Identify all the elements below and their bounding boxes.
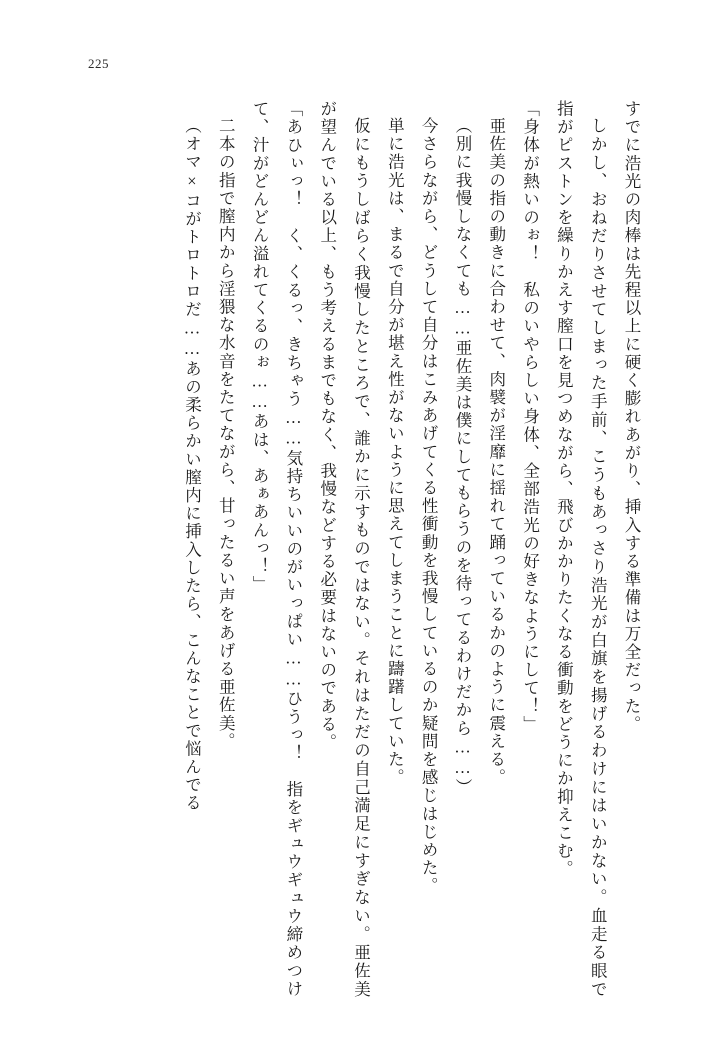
paragraph: （オマ×コがトロトロだ……あの柔らかい膣内に挿入したら、こんなことで悩んでる <box>182 116 202 812</box>
paragraph: 「あひぃっ！ く、くるっ、きちゃう……気持ちいいのがいっぱい……ひうっ！ 指をギュウギュウ締めつけて、汁がどんどん溢れてくるのぉ……あは、あぁあんっ！」 <box>250 100 303 998</box>
paragraph: 今さらながら、どうして自分はこみあげてくる性衝動を我慢しているのか疑問を感じはじめた。 <box>419 116 439 895</box>
paragraph: （別に我慢しなくても……亜佐美は僕にしてもらうのを待ってるわけだから……） <box>452 116 472 797</box>
paragraph: しかし、おねだりさせてしまった手前、こうもあっさり浩光が白旗を揚げるわけにはいかない。血走る眼で指がピストンを繰りかえす膣口を見つめながら、飛びかかりたくなる衝動をどうにか抑えこむ。 <box>554 100 608 998</box>
page-number: 225 <box>88 56 109 71</box>
paragraph: 仮にもうしばらく我慢したところで、誰かに示すものではない。それはただの自己満足にすぎない。亜佐美が望んでいる以上、もう考えるまでもなく、我慢などする必要はないのである。 <box>317 100 371 998</box>
paragraph: 「身体が熱いのぉ！ 私のいやらしい身体、全部浩光の好きなようにして！」 <box>520 100 540 734</box>
paragraph: 二本の指で膣内から淫猥な水音をたてながら、甘ったるい声をあげる亜佐美。 <box>216 116 236 750</box>
paragraph: 単に浩光は、まるで自分が堪え性がないように思えてしまうことに躊躇していた。 <box>385 116 405 787</box>
paragraph: 亜佐美の指の動きに合わせて、肉襞が淫靡に揺れて踊っているかのように震える。 <box>486 116 506 787</box>
paragraph: すでに浩光の肉棒は先程以上に硬く膨れあがり、挿入する準備は万全だった。 <box>622 100 641 734</box>
page-text-body <box>60 100 648 998</box>
